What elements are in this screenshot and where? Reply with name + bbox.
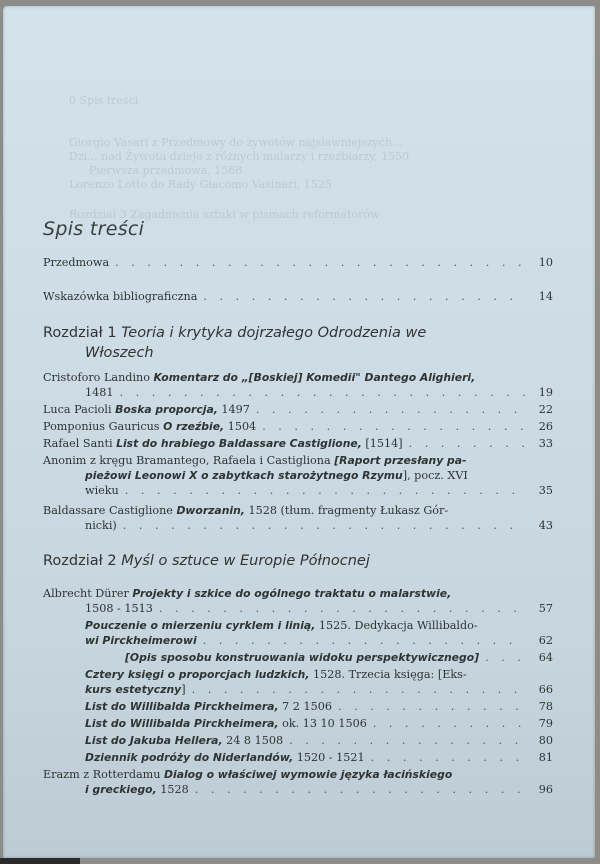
page-number: 81 xyxy=(538,751,553,764)
entry-year: 1508 - 1513 xyxy=(85,602,153,615)
dot-leader xyxy=(123,518,525,533)
entry-title: List do Jakuba Hellera, xyxy=(85,734,223,747)
dot-leader xyxy=(338,699,525,714)
entry-title: O rzeźbie, xyxy=(163,420,225,433)
dot-leader xyxy=(409,436,525,451)
toc-entry xyxy=(43,402,553,417)
page-number: 10 xyxy=(538,256,553,269)
entry-date-cont: wieku xyxy=(85,484,119,497)
page-number: 62 xyxy=(538,634,553,647)
dot-leader xyxy=(289,733,525,748)
entry-date: ], pocz. XVI xyxy=(402,469,468,482)
entry-year: 1504 xyxy=(227,420,257,433)
entry-author: Anonim z kręgu Bramantego, Rafaela i Castigliona xyxy=(43,454,331,467)
entry-note-cont: kurs estetyczny xyxy=(85,683,182,696)
page-number: 79 xyxy=(538,717,553,730)
page-number: 66 xyxy=(538,683,553,696)
page-number: 64 xyxy=(538,651,553,664)
entry-note: 1528. Trzecia księga: [Eks- xyxy=(313,668,467,681)
page-number: 43 xyxy=(538,519,553,532)
dot-leader xyxy=(192,682,525,697)
toc-entry-preface xyxy=(43,255,553,270)
entry-title: List do hrabiego Baldassare Castiglione, xyxy=(116,437,362,450)
chapter-1-heading xyxy=(43,323,553,363)
show-through-line: Giorgio Vasari z Przedmowy do żywotów najsławniejszych... xyxy=(69,136,403,149)
show-through-line: Pierwsza przedmowa, 1568 xyxy=(89,164,243,177)
page-number: 35 xyxy=(538,484,553,497)
page-number: 14 xyxy=(538,290,553,303)
toc-entry xyxy=(43,650,553,665)
entry-title-cont: wi Pirckheimerowi xyxy=(85,634,197,647)
show-through-line: Lorenzo Lotto do Rady Giacomo Vasinari, 1525 xyxy=(69,178,332,191)
entry-year: 1497 xyxy=(221,403,250,416)
bracket: ] xyxy=(181,683,186,696)
entry-title: [Opis sposobu konstruowania widoku perspektywicznego] xyxy=(125,651,480,664)
entry-year: 1528 xyxy=(160,783,189,796)
dot-leader xyxy=(485,650,525,665)
entry-title: Cztery księgi o proporcjach ludzkich, xyxy=(85,668,310,681)
entry-title: Dziennik podróży do Niderlandów, xyxy=(85,751,294,764)
dot-leader xyxy=(115,255,525,270)
entry-title: Projekty i szkice do ogólnego traktatu o malarstwie, xyxy=(132,587,452,600)
toc-entry xyxy=(43,667,553,697)
dot-leader xyxy=(203,289,525,304)
dot-leader xyxy=(262,419,525,434)
dot-leader xyxy=(159,601,525,616)
entry-date: 7 2 1506 xyxy=(282,700,332,713)
entry-note: 1528 (tłum. fragmenty Łukasz Gór- xyxy=(248,504,449,517)
entry-title: [Raport przesłany pa- xyxy=(334,454,467,467)
entry-author: Baldassare Castiglione xyxy=(43,504,173,517)
chapter-title-cont: Włoszech xyxy=(85,345,154,361)
toc-entry xyxy=(43,586,553,616)
dot-leader xyxy=(371,750,525,765)
entry-author: Rafael Santi xyxy=(43,437,113,450)
toc-entry xyxy=(43,419,553,434)
dot-leader xyxy=(256,402,525,417)
entry-note-cont: nicki) xyxy=(85,519,117,532)
entry-author: Cristoforo Landino xyxy=(43,371,150,384)
show-through-line: 0 Spis treści xyxy=(69,94,139,107)
page-number: 19 xyxy=(538,386,553,399)
page-number: 57 xyxy=(538,602,553,615)
entry-date: ok. 13 10 1506 xyxy=(282,717,367,730)
toc-entry xyxy=(43,733,553,748)
entry-title: List do Willibalda Pirckheimera, xyxy=(85,700,279,713)
entry-year: 1481 xyxy=(85,386,114,399)
entry-title: List do Willibalda Pirckheimera, xyxy=(85,717,279,730)
toc-entry xyxy=(43,716,553,731)
toc-entry xyxy=(43,370,553,400)
chapter-title: Myśl o sztuce w Europie Północnej xyxy=(121,553,370,569)
toc-entry xyxy=(43,453,553,498)
toc-entry xyxy=(43,618,553,648)
page-title: Spis treści xyxy=(43,218,145,240)
chapter-label: Rozdział 1 xyxy=(43,325,117,341)
dot-leader xyxy=(119,385,525,400)
entry-author: Luca Pacioli xyxy=(43,403,112,416)
page-edge-shadow xyxy=(0,858,80,864)
entry-author: Erazm z Rotterdamu xyxy=(43,768,161,781)
dot-leader xyxy=(203,633,525,648)
chapter-2-heading xyxy=(43,551,553,571)
entry-title: Dworzanin, xyxy=(176,504,245,517)
entry-title: Komentarz do „[Boskiej] Komedii" Dantego Alighieri, xyxy=(153,371,476,384)
show-through-line: Rozdział 3 Zagadnienia sztuki w pismach reformatorów xyxy=(69,208,380,221)
entry-author: Pomponius Gauricus xyxy=(43,420,160,433)
page-number: 33 xyxy=(538,437,553,450)
entry-author: Albrecht Dürer xyxy=(43,587,129,600)
entry-title-cont: i greckiego, xyxy=(85,783,157,796)
chapter-title: Teoria i krytyka dojrzałego Odrodzenia we xyxy=(121,325,427,341)
entry-title: Wskazówka bibliograficzna xyxy=(43,290,198,303)
dot-leader xyxy=(125,483,525,498)
toc-entry xyxy=(43,767,553,797)
page-number: 96 xyxy=(538,783,553,796)
entry-title-cont: pieżowi Leonowi X o zabytkach starożytnego Rzymu xyxy=(85,469,403,482)
show-through-text xyxy=(69,94,569,222)
book-page xyxy=(3,6,595,858)
toc-entry-bibliography xyxy=(43,289,553,304)
entry-title: Dialog o właściwej wymowie języka łacińskiego xyxy=(164,768,453,781)
dot-leader xyxy=(195,782,525,797)
toc-entry xyxy=(43,699,553,714)
entry-title: Przedmowa xyxy=(43,256,110,269)
page-number: 78 xyxy=(538,700,553,713)
toc-entry xyxy=(43,436,553,451)
entry-year: [1514] xyxy=(365,437,403,450)
entry-note: 1525. Dedykacja Willibaldo- xyxy=(318,619,478,632)
entry-title: Boska proporcja, xyxy=(115,403,218,416)
page-number: 22 xyxy=(538,403,553,416)
toc-entry xyxy=(43,750,553,765)
dot-leader xyxy=(373,716,525,731)
chapter-label: Rozdział 2 xyxy=(43,553,117,569)
entry-date: 24 8 1508 xyxy=(226,734,284,747)
entry-title: Pouczenie o mierzeniu cyrklem i linią, xyxy=(85,619,316,632)
toc-entry xyxy=(43,503,553,533)
entry-date: 1520 - 1521 xyxy=(296,751,365,764)
page-number: 26 xyxy=(538,420,553,433)
show-through-line: Dzi... nad Żywota dzieje z różnych malarzy i rzeźbiarzy, 1550 xyxy=(69,150,410,163)
page-number: 80 xyxy=(538,734,553,747)
